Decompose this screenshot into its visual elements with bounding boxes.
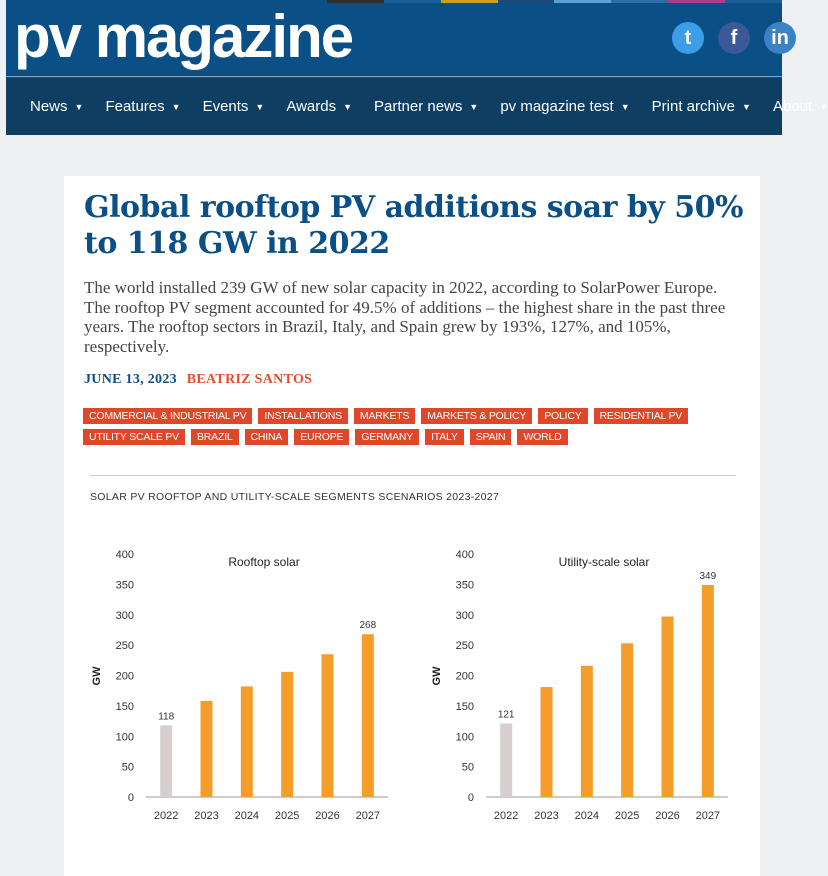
tag-installations[interactable]: INSTALLATIONS (258, 408, 348, 424)
rooftop-y-tick-label: 300 (115, 609, 134, 622)
utility-x-tick-label: 2025 (614, 810, 640, 822)
utility-y-axis-label: GW (431, 666, 443, 686)
article-author[interactable]: BEATRIZ SANTOS (186, 372, 313, 387)
nav-label: pv magazine test (500, 98, 614, 115)
tag-markets[interactable]: MARKETS (354, 408, 415, 424)
tag-list (83, 408, 743, 445)
utility-chart-title: Utility-scale solar (558, 555, 650, 569)
nav-item-about[interactable] (773, 98, 828, 115)
tag-china[interactable]: CHINA (245, 429, 289, 445)
utility-x-tick-label: 2026 (655, 810, 680, 822)
rooftop-x-tick-label: 2023 (194, 810, 219, 822)
rooftop-solar-chart (80, 540, 410, 830)
caret-down-icon: ▼ (469, 101, 479, 112)
utility-scale-solar-chart (420, 540, 750, 830)
rooftop-chart-title: Rooftop solar (228, 555, 300, 569)
linkedin-icon[interactable]: in (764, 22, 796, 54)
utility-x-tick-label: 2024 (574, 810, 600, 822)
rooftop-bar-2023 (201, 701, 213, 797)
nav-item-news[interactable] (30, 98, 83, 115)
rooftop-y-tick-label: 100 (115, 731, 134, 744)
utility-y-tick-label: 200 (455, 670, 474, 683)
caret-down-icon: ▼ (255, 101, 265, 112)
figure-divider (90, 475, 736, 476)
utility-y-tick-label: 400 (455, 549, 474, 561)
twitter-icon[interactable]: t (672, 22, 704, 54)
utility-bar-2025 (621, 643, 633, 797)
rooftop-x-tick-label: 2026 (315, 810, 340, 822)
utility-y-tick-label: 100 (455, 731, 474, 744)
utility-bar-2023 (541, 687, 553, 797)
rooftop-data-label: 118 (158, 711, 175, 723)
rooftop-x-tick-label: 2022 (153, 810, 179, 822)
utility-x-tick-label: 2022 (493, 810, 519, 822)
tag-europe[interactable]: EUROPE (294, 429, 349, 445)
rooftop-x-tick-label: 2027 (355, 810, 381, 822)
utility-bar-2022 (500, 723, 512, 797)
rooftop-y-tick-label: 400 (115, 549, 134, 561)
main-nav (6, 78, 828, 135)
tag-germany[interactable]: GERMANY (355, 429, 419, 445)
caret-down-icon: ▼ (620, 101, 630, 112)
tag-world[interactable]: WORLD (517, 429, 567, 445)
header-divider (6, 76, 782, 77)
nav-item-pv-magazine-test[interactable] (500, 98, 629, 115)
utility-x-tick-label: 2023 (534, 810, 559, 822)
nav-label: Awards (286, 98, 337, 115)
rooftop-y-tick-label: 200 (115, 670, 134, 683)
caret-down-icon: ▼ (819, 101, 828, 112)
rooftop-y-tick-label: 250 (115, 640, 134, 653)
site-logo[interactable]: pv magazine (14, 3, 353, 70)
caret-down-icon: ▼ (343, 101, 353, 112)
nav-label: Print archive (651, 98, 736, 115)
nav-label: Events (202, 98, 249, 115)
utility-bar-2027 (702, 585, 714, 797)
rooftop-bar-2024 (241, 686, 253, 797)
utility-y-tick-label: 50 (461, 761, 474, 774)
utility-y-tick-label: 250 (455, 640, 474, 653)
utility-data-label: 349 (699, 570, 717, 582)
tag-utility-scale-pv[interactable]: UTILITY SCALE PV (83, 429, 185, 445)
utility-data-label: 121 (497, 709, 515, 721)
tag-brazil[interactable]: BRAZIL (191, 429, 239, 445)
rooftop-x-tick-label: 2025 (274, 810, 300, 822)
article-meta (84, 372, 312, 388)
nav-label: About (772, 98, 813, 115)
article-title: Global rooftop PV additions soar by 50% to 118 GW in 2022 (84, 190, 743, 261)
article-date: JUNE 13, 2023 (84, 372, 177, 387)
nav-item-features[interactable] (105, 98, 180, 115)
tag-residential-pv[interactable]: RESIDENTIAL PV (594, 408, 689, 424)
tag-italy[interactable]: ITALY (425, 429, 464, 445)
utility-y-tick-label: 300 (455, 609, 474, 622)
rooftop-y-tick-label: 50 (121, 761, 134, 774)
article-lede: The world installed 239 GW of new solar capacity in 2022, according to SolarPower Europe. The rooftop PV segment accounted for 49.5% of additions – the highest share in the past three years. The rooftop sectors in Brazil, Italy, and Spain grew by 193%, 127%, and 105%, respectively. (84, 278, 726, 356)
nav-item-events[interactable] (203, 98, 265, 115)
caret-down-icon: ▼ (742, 101, 751, 112)
nav-label: Partner news (374, 98, 463, 115)
rooftop-bar-2026 (322, 654, 334, 797)
figure-title: SOLAR PV ROOFTOP AND UTILITY-SCALE SEGMENTS SCENARIOS 2023-2027 (90, 491, 500, 503)
utility-y-tick-label: 0 (467, 792, 474, 804)
rooftop-bar-2022 (160, 725, 172, 797)
social-links (672, 22, 796, 54)
caret-down-icon: ▼ (74, 101, 84, 112)
utility-bar-2026 (662, 617, 674, 797)
facebook-icon[interactable]: f (718, 22, 750, 54)
tag-spain[interactable]: SPAIN (470, 429, 512, 445)
nav-item-print-archive[interactable] (652, 98, 751, 115)
rooftop-y-tick-label: 150 (115, 700, 134, 713)
nav-item-partner-news[interactable] (374, 98, 478, 115)
rooftop-data-label: 268 (359, 620, 377, 632)
tag-policy[interactable]: POLICY (538, 408, 587, 424)
rooftop-y-tick-label: 350 (115, 579, 134, 592)
utility-y-tick-label: 350 (455, 579, 474, 592)
rooftop-x-tick-label: 2024 (234, 810, 260, 822)
rooftop-bar-2027 (362, 634, 374, 797)
utility-bar-2024 (581, 666, 593, 797)
tag-markets-policy[interactable]: MARKETS & POLICY (421, 408, 532, 424)
nav-label: News (30, 98, 68, 115)
utility-y-tick-label: 150 (455, 700, 474, 713)
rooftop-y-tick-label: 0 (127, 792, 134, 804)
nav-item-awards[interactable] (286, 98, 352, 115)
caret-down-icon: ▼ (171, 101, 181, 112)
rooftop-y-axis-label: GW (91, 666, 103, 686)
tag-commercial-industrial-pv[interactable]: COMMERCIAL & INDUSTRIAL PV (83, 408, 252, 424)
rooftop-bar-2025 (281, 672, 293, 797)
nav-label: Features (105, 98, 165, 115)
utility-x-tick-label: 2027 (695, 810, 721, 822)
